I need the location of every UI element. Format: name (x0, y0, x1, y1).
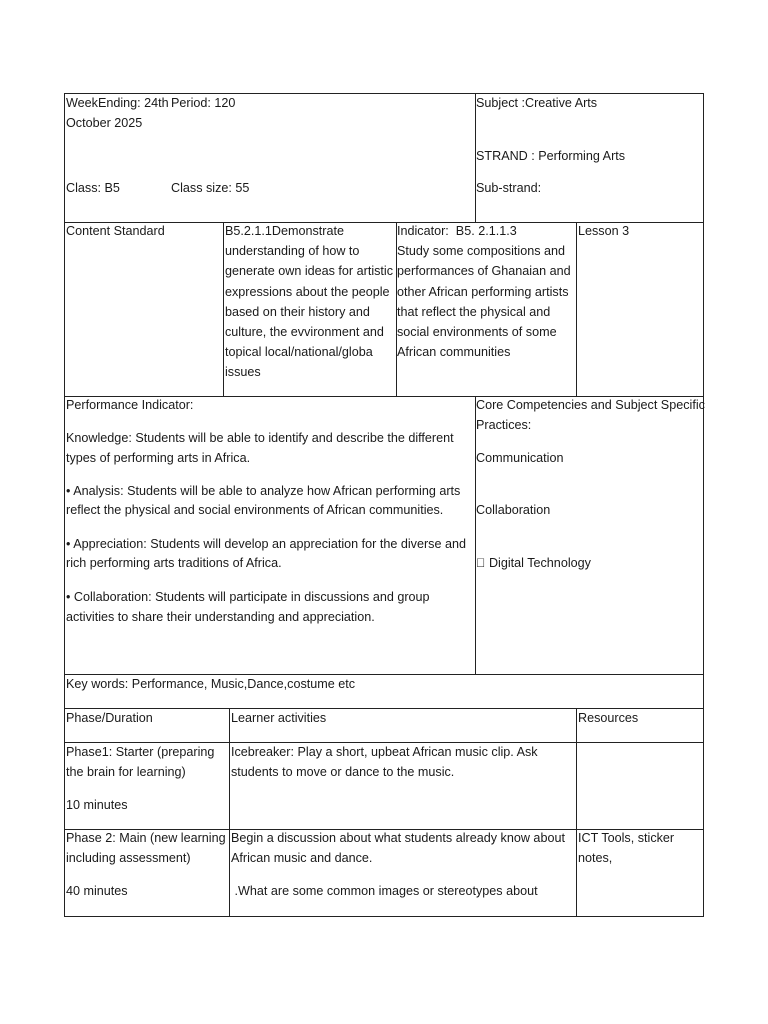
content-standard-line: generate own ideas for artistic (225, 264, 394, 279)
phase-name: including assessment) (66, 851, 191, 865)
competency-item: Communication (476, 451, 564, 465)
competencies-title: Core Competencies and Subject Specific (476, 398, 705, 412)
content-standard-label: Content Standard (66, 224, 165, 238)
activity-line: .What are some common images or stereotypes about (231, 884, 538, 898)
strand: STRAND : Performing Arts (476, 149, 626, 163)
performance-item: • Collaboration: Students will participate in discussions and group (66, 590, 430, 604)
indicator-line: that reflect the physical and (397, 304, 551, 319)
phase-name: Phase 2: Main (new learning (66, 831, 226, 845)
activities-header: Learner activities (231, 711, 327, 725)
content-standard-line: understanding of how to (225, 244, 360, 259)
indicator-line: performances of Ghanaian and (397, 264, 571, 279)
competency-item:   Digital Technology (476, 556, 591, 570)
activity-line: students to move or dance to the music. (231, 765, 455, 779)
indicator-line: African communities (397, 345, 511, 360)
resources-header: Resources (578, 711, 639, 725)
performance-title: Performance Indicator: (66, 398, 194, 412)
performance-divider (475, 396, 476, 675)
activity-line: African music and dance. (231, 851, 373, 865)
performance-item: rich performing arts traditions of Africa. (66, 556, 282, 570)
lesson-number: Lesson 3 (578, 224, 630, 238)
resources-line: notes, (578, 851, 613, 865)
performance-item: activities to share their understanding and appreciation. (66, 610, 375, 624)
phase-name: the brain for learning) (66, 765, 186, 779)
subject: Subject :Creative Arts (476, 96, 598, 110)
sub-strand: Sub-strand: (476, 181, 542, 195)
standards-divider-1 (223, 222, 224, 397)
content-standard-line: issues (225, 365, 261, 380)
competency-item: Collaboration (476, 503, 551, 517)
performance-item: • Appreciation: Students will develop an appreciation for the diverse and (66, 537, 466, 551)
period: Period: 120 (171, 96, 236, 110)
content-standard-text (225, 221, 397, 383)
indicator-text (397, 221, 577, 362)
week-ending-line2: October 2025 (66, 116, 143, 130)
phase-duration: 10 minutes (66, 798, 128, 812)
class-label: Class: B5 (66, 181, 120, 195)
content-standard-line: based on their history and (225, 304, 370, 319)
indicator-line: Study some compositions and (397, 244, 566, 259)
class-size: Class size: 55 (171, 181, 250, 195)
content-standard-line: expressions about the people (225, 284, 390, 299)
phase-name: Phase1: Starter (preparing (66, 745, 215, 759)
performance-item: • Analysis: Students will be able to analyze how African performing arts (66, 484, 461, 498)
competencies-title: Practices: (476, 418, 532, 432)
phase-duration: 40 minutes (66, 884, 128, 898)
performance-item: Knowledge: Students will be able to identify and describe the different (66, 431, 454, 445)
content-standard-line: culture, the evvironment and (225, 325, 384, 340)
indicator-line: other African performing artists (397, 284, 569, 299)
performance-item: reflect the physical and social environments of African communities. (66, 503, 444, 517)
week-ending-line1: WeekEnding: 24th (66, 96, 169, 110)
performance-item: types of performing arts in Africa. (66, 451, 251, 465)
indicator-line: Indicator: B5. 2.1.1.3 (397, 224, 517, 238)
keywords: Key words: Performance, Music,Dance,costume etc (66, 677, 356, 691)
activity-line: Begin a discussion about what students already know about (231, 831, 565, 845)
resources-line: ICT Tools, sticker (578, 831, 675, 845)
phase-header: Phase/Duration (66, 711, 153, 725)
activity-line: Icebreaker: Play a short, upbeat African music clip. Ask (231, 745, 538, 759)
indicator-line: social environments of some (397, 325, 557, 340)
content-standard-line: topical local/national/globa (225, 345, 373, 360)
content-standard-line: B5.2.1.1Demonstrate (225, 224, 345, 238)
